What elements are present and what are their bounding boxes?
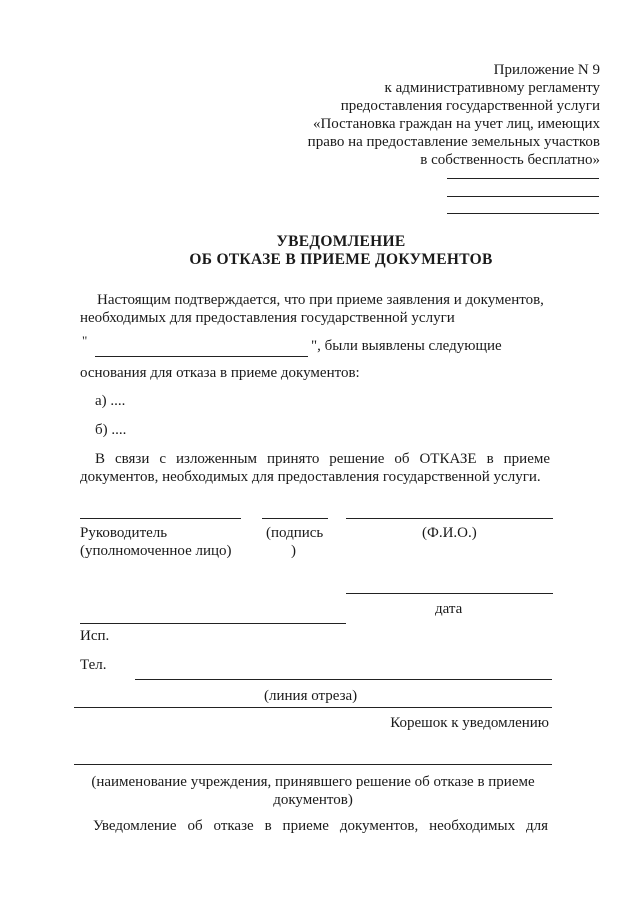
para1-line2: необходимых для предоставления государственной услуги <box>80 310 455 326</box>
annex-blank-line-1 <box>447 178 599 179</box>
signature-label-close: ) <box>291 543 296 559</box>
item-a: а) .... <box>95 393 126 409</box>
head-label: Руководитель <box>80 525 168 541</box>
executor-label: Исп. <box>80 628 110 644</box>
annex-blank-line-3 <box>447 213 599 214</box>
stub-notice-line: Уведомление об отказе в приеме документов, необходимых для <box>93 818 548 834</box>
document-subtitle: ОБ ОТКАЗЕ В ПРИЕМЕ ДОКУМЕНТОВ <box>189 251 493 268</box>
decision-line1: В связи с изложенным принято решение об ОТКАЗЕ в приеме <box>95 451 550 467</box>
quote-open: " <box>82 333 88 348</box>
grounds-line: основания для отказа в приеме документов: <box>80 365 360 381</box>
head-signature-line <box>80 518 241 519</box>
annex-number: Приложение N 9 <box>493 62 600 78</box>
annex-line-5: право на предоставление земельных участков <box>307 134 600 150</box>
stub-label: Корешок к уведомлению <box>390 715 549 731</box>
fio-line <box>346 518 553 519</box>
institution-caption-line2: документов) <box>273 792 353 808</box>
decision-line2: документов, необходимых для предоставления государственной услуги. <box>80 469 541 485</box>
sign-line <box>262 518 328 519</box>
annex-line-3: предоставления государственной услуги <box>340 98 600 114</box>
cut-line-label: (линия отреза) <box>264 688 358 704</box>
institution-line <box>74 764 552 765</box>
institution-caption-line1: (наименование учреждения, принявшего решение об отказе в приеме <box>91 774 535 790</box>
annex-line-6: в собственность бесплатно» <box>420 152 600 168</box>
cut-line <box>74 707 552 708</box>
signature-label: (подпись <box>266 525 324 541</box>
phone-label: Тел. <box>80 657 107 673</box>
annex-blank-line-2 <box>447 196 599 197</box>
phone-line <box>135 679 552 680</box>
date-line <box>346 593 553 594</box>
annex-line-2: к административному регламенту <box>384 80 600 96</box>
document-title: УВЕДОМЛЕНИЕ <box>276 233 406 250</box>
date-label: дата <box>435 601 463 617</box>
service-name-blank <box>95 356 308 357</box>
para1-line1: Настоящим подтверждается, что при приеме заявления и документов, <box>97 292 544 308</box>
fio-label: (Ф.И.О.) <box>422 525 477 541</box>
executor-line <box>80 623 346 624</box>
authorized-person-label: (уполномоченное лицо) <box>80 543 232 559</box>
item-b: б) .... <box>95 422 127 438</box>
annex-line-4: «Постановка граждан на учет лиц, имеющих <box>312 116 600 132</box>
quote-close-text: ", были выявлены следующие <box>311 338 502 354</box>
